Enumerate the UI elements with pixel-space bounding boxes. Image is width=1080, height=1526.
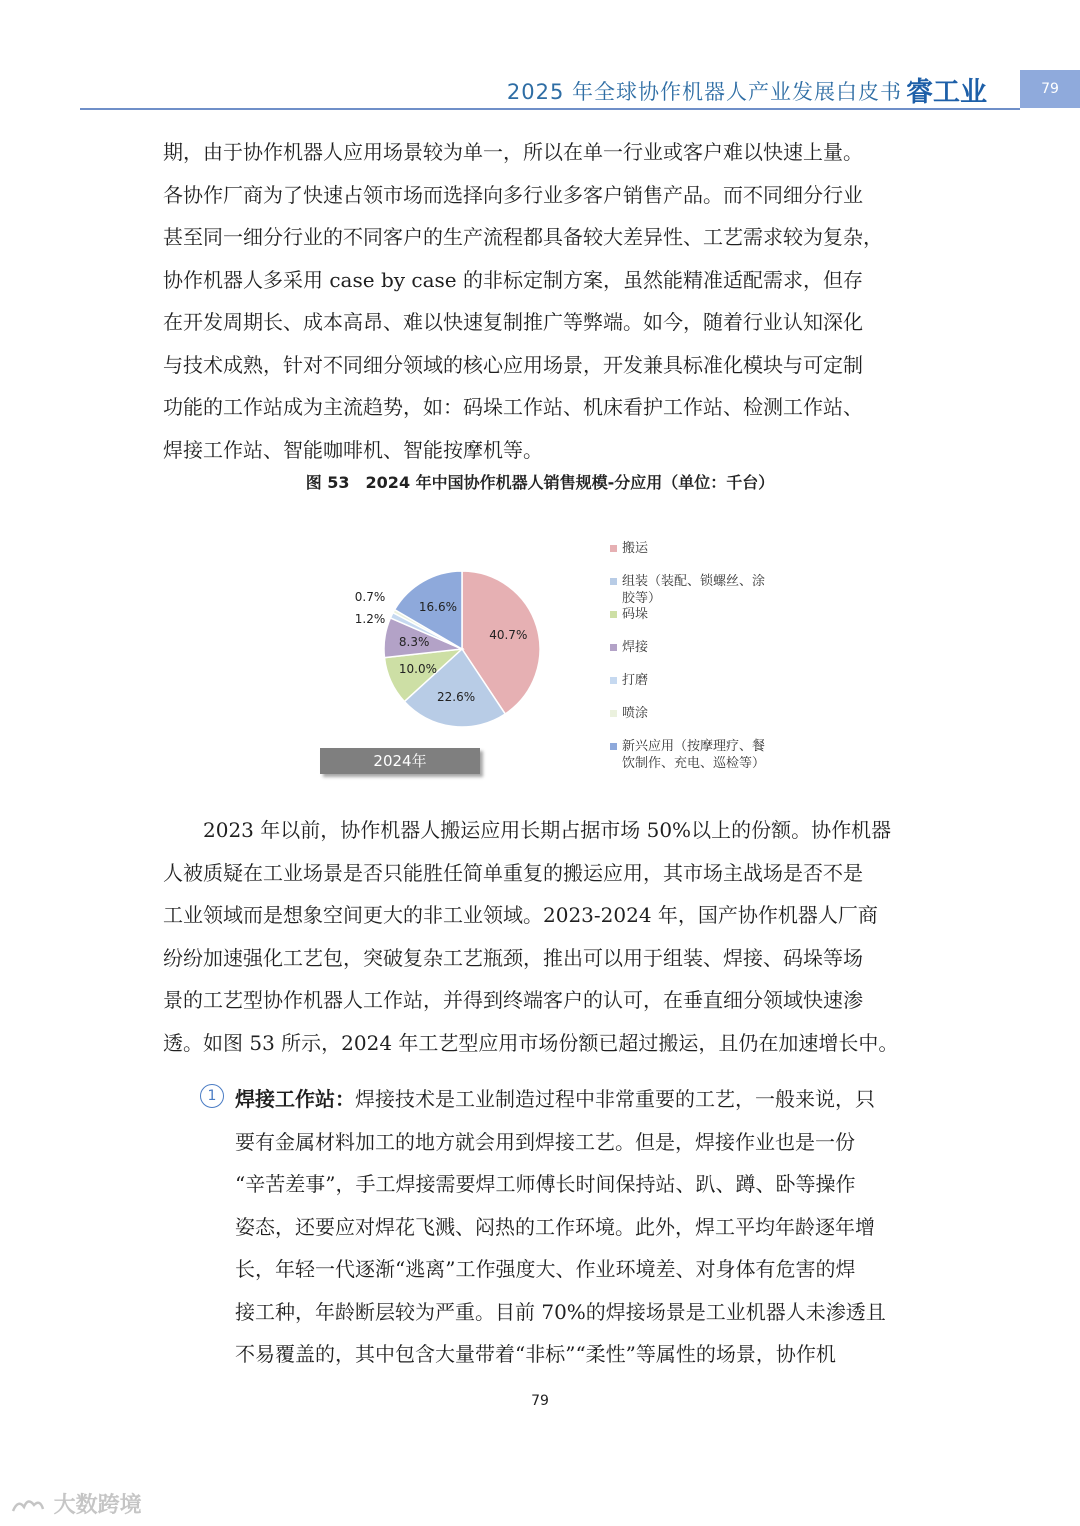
list-item-line: 不易覆盖的，其中包含大量带着“非标”“柔性”等属性的场景，协作机	[235, 1342, 836, 1366]
brand-logo-text: 睿工业	[906, 77, 987, 108]
pie-slice-label: 40.7%	[489, 628, 528, 643]
paragraph-line: 各协作厂商为了快速占领市场而选择向多行业多客户销售产品。而不同细分行业	[163, 182, 863, 207]
legend-label	[622, 738, 765, 772]
legend-swatch	[610, 578, 617, 585]
pie-chart	[310, 520, 810, 790]
legend-label-line: 新兴应用（按摩理疗、餐	[622, 739, 766, 754]
paragraph-line: 在开发周期长、成本高昂、难以快速复制推广等弊端。如今，随着行业认知深化	[163, 310, 863, 334]
footer-page-number: 79	[531, 1393, 549, 1409]
legend-label-line: 打磨	[622, 673, 649, 688]
pie-slice-label: 16.6%	[418, 600, 457, 615]
pie-slice-label: 1.2%	[354, 612, 386, 626]
legend-swatch	[610, 611, 617, 618]
watermark-text: 大数跨境	[53, 1493, 142, 1518]
paragraph-line: 2023 年以前，协作机器人搬运应用长期占据市场 50%以上的份额。协作机器	[163, 818, 892, 842]
body-paragraph-2	[163, 809, 919, 1064]
legend-label-line: 饮制作、充电、巡检等）	[622, 756, 766, 771]
pie-slice-label: 10.0%	[398, 661, 438, 676]
pie-slice-label: 22.6%	[437, 689, 476, 704]
watermark-logo-icon	[10, 1495, 46, 1517]
legend-label-line: 搬运	[622, 541, 649, 556]
legend-swatch	[610, 677, 617, 684]
legend-label-line: 组装（装配、锁螺丝、涂	[622, 574, 766, 589]
legend-swatch	[610, 710, 617, 717]
figure-caption: 图 53 2024 年中国协作机器人销售规模-分应用（单位：千台）	[305, 473, 775, 492]
paragraph-line: 纷纷加速强化工艺包，突破复杂工艺瓶颈，推出可以用于组装、焊接、码垛等场	[163, 945, 863, 970]
list-item-text: 焊接技术是工业制造过程中非常重要的工艺，一般来说，只	[355, 1087, 875, 1111]
pie-slice-label: 0.7%	[354, 590, 386, 604]
legend-label-line: 喷涂	[622, 706, 649, 721]
paragraph-line: 与技术成熟，针对不同细分领域的核心应用场景，开发兼具标准化模块与可定制	[163, 352, 863, 377]
legend-label-line: 码垛	[622, 607, 649, 622]
paragraph-line: 人被质疑在工业场景是否只能胜任简单重复的搬运应用，其市场主战场是否不是	[163, 860, 863, 885]
paragraph-line: 协作机器人多采用 case by case 的非标定制方案，虽然能精准适配需求，但存	[163, 267, 863, 292]
paragraph-line: 期，由于协作机器人应用场景较为单一，所以在单一行业或客户难以快速上量。	[163, 140, 863, 164]
legend-label	[622, 606, 648, 623]
list-item-heading: 焊接工作站：	[235, 1087, 355, 1111]
watermark	[10, 1488, 142, 1519]
paragraph-line: 景的工艺型协作机器人工作站，并得到终端客户的认可，在垂直细分领域快速渗	[163, 988, 863, 1012]
list-item-line: 长，年轻一代逐渐“逃离”工作强度大、作业环境差、对身体有危害的焊	[235, 1257, 856, 1281]
list-item-line: 姿态，还要应对焊花飞溅、闷热的工作环境。此外，焊工平均年龄逐年增	[235, 1214, 875, 1239]
page-number-badge: 79	[1020, 70, 1080, 108]
page-header	[0, 0, 1080, 120]
legend-label	[622, 540, 648, 557]
legend-label	[622, 573, 765, 607]
pie-slice-label: 8.3%	[398, 634, 430, 649]
legend-swatch	[610, 644, 617, 651]
circled-number-marker: 1	[200, 1084, 224, 1108]
legend-label	[622, 672, 648, 689]
paragraph-line: 功能的工作站成为主流趋势，如：码垛工作站、机床看护工作站、检测工作站、	[163, 395, 863, 419]
document-title: 2025 年全球协作机器人产业发展白皮书	[506, 80, 902, 104]
list-item-line: “辛苦差事”，手工焊接需要焊工师傅长时间保持站、趴、蹲、卧等操作	[235, 1172, 856, 1196]
paragraph-line: 焊接工作站、智能咖啡机、智能按摩机等。	[163, 437, 543, 462]
list-item-welding	[235, 1078, 917, 1376]
legend-swatch	[610, 545, 617, 552]
paragraph-line: 透。如图 53 所示，2024 年工艺型应用市场份额已超过搬运，且仍在加速增长中。	[163, 1030, 899, 1055]
list-item-line: 要有金属材料加工的地方就会用到焊接工艺。但是，焊接作业也是一份	[235, 1129, 855, 1154]
legend-label-line: 胶等）	[622, 591, 662, 606]
legend-label	[622, 639, 648, 656]
legend-swatch	[610, 743, 617, 750]
header-divider	[80, 108, 1020, 110]
paragraph-line: 甚至同一细分行业的不同客户的生产流程都具备较大差异性、工艺需求较为复杂，	[163, 225, 883, 249]
legend-label	[622, 705, 648, 722]
legend-label-line: 焊接	[622, 640, 649, 655]
body-paragraph-1	[163, 131, 919, 471]
paragraph-line: 工业领域而是想象空间更大的非工业领域。2023-2024 年，国产协作机器人厂商	[163, 903, 878, 927]
list-item-line: 接工种，年龄断层较为严重。目前 70%的焊接场景是工业机器人未渗透且	[235, 1299, 886, 1324]
chart-year-label: 2024年	[320, 748, 480, 774]
list-item-line	[235, 1078, 917, 1121]
